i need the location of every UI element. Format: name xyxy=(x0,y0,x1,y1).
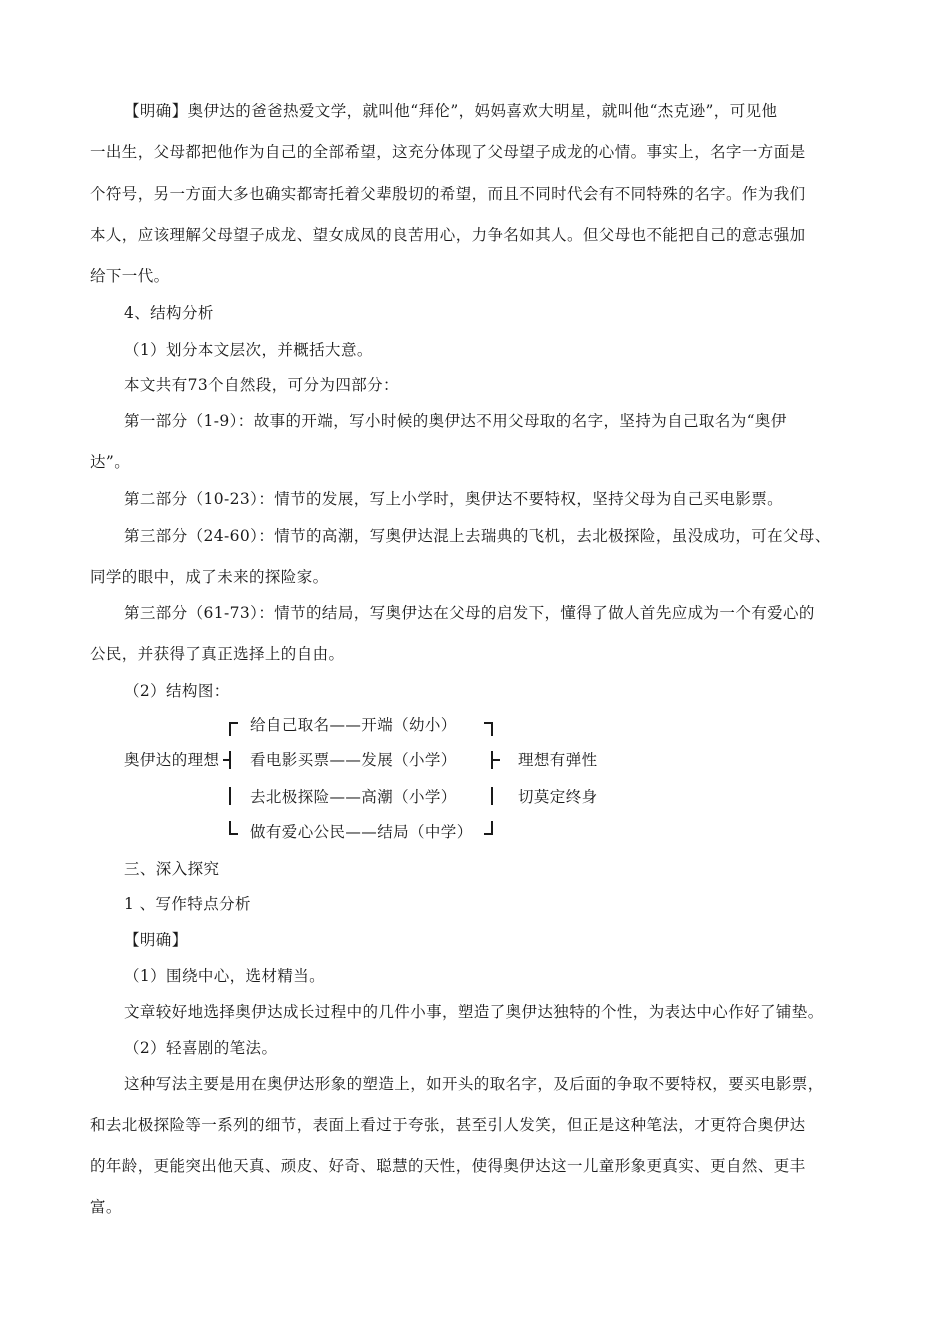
diagram-root: 奥伊达的理想 xyxy=(124,751,220,769)
section4-intro: 本文共有73个自然段，可分为四部分： xyxy=(124,376,399,394)
right-bracket-lower-stem xyxy=(491,787,493,805)
right-bracket-mid-arm xyxy=(491,759,500,761)
paragraph1-line-2: 一出生，父母都把他作为自己的全部希望，这充分体现了父母望子成龙的心情。事实上，名字一方面是 xyxy=(90,143,806,161)
point2-heading: （2）轻喜剧的笔法。 xyxy=(124,1039,278,1057)
diagram-conclusion-2: 切莫定终身 xyxy=(518,788,598,806)
part3-line-1: 第三部分（24-60）：情节的高潮，写奥伊达混上去瑞典的飞机，去北极探险，虽没成功，可在父母、 xyxy=(124,527,831,545)
point2-line-2: 和去北极探险等一系列的细节，表面上看过于夸张，甚至引人发笑，但正是这种笔法，才更符合奥伊达 xyxy=(90,1116,806,1134)
section4-sub2: （2）结构图： xyxy=(124,682,230,700)
paragraph1-line-3: 个符号，另一方面大多也确实都寄托着父辈殷切的希望，而且不同时代会有不同特殊的名字。作为我们 xyxy=(90,185,806,203)
point1-text: 文章较好地选择奥伊达成长过程中的几件小事，塑造了奥伊达独特的个性，为表达中心作好了铺垫。 xyxy=(124,1003,824,1021)
right-bracket-top-stem xyxy=(491,722,493,736)
diagram-item-4: 做有爱心公民——结局（中学） xyxy=(250,823,473,841)
diagram-item-1: 给自己取名——开端（幼小） xyxy=(250,716,457,734)
point1-heading: （1）围绕中心，选材精当。 xyxy=(124,967,326,985)
paragraph1-line-5: 给下一代。 xyxy=(90,267,170,285)
part4-line-1: 第三部分（61-73）：情节的结局，写奥伊达在父母的启发下，懂得了做人首先应成为一个有爱心的 xyxy=(124,604,815,622)
section3-sub1: 1 、写作特点分析 xyxy=(124,895,251,913)
part1-line-1: 第一部分（1-9）：故事的开端，写小时候的奥伊达不用父母取的名字，坚持为自己取名为“奥伊 xyxy=(124,412,787,430)
left-bracket-mid-arm xyxy=(223,759,231,761)
part2-line: 第二部分（10-23）：情节的发展，写上小学时，奥伊达不要特权，坚持父母为自己买电影票。 xyxy=(124,490,784,508)
paragraph1-line-1: 【明确】奥伊达的爸爸热爱文学，就叫他“拜伦”，妈妈喜欢大明星，就叫他“杰克逊”，可见他 xyxy=(124,102,778,120)
section3-mingque: 【明确】 xyxy=(124,931,188,949)
part4-line-2: 公民，并获得了真正选择上的自由。 xyxy=(90,645,345,663)
part3-line-2: 同学的眼中，成了未来的探险家。 xyxy=(90,568,329,586)
diagram-conclusion-1: 理想有弹性 xyxy=(518,751,598,769)
right-bracket-bottom-arm xyxy=(484,833,493,835)
point2-line-4: 富。 xyxy=(90,1198,122,1216)
paragraph1-line-4: 本人，应该理解父母望子成龙、望女成凤的良苦用心，力争名如其人。但父母也不能把自己的意志强加 xyxy=(90,226,806,244)
diagram-item-3: 去北极探险——高潮（小学） xyxy=(250,788,457,806)
section4-sub1: （1）划分本文层次，并概括大意。 xyxy=(124,341,373,359)
section3-heading: 三、深入探究 xyxy=(124,860,220,878)
section4-heading: 4、结构分析 xyxy=(124,304,214,322)
left-bracket-lower-stem xyxy=(229,787,231,805)
point2-line-1: 这种写法主要是用在奥伊达形象的塑造上，如开头的取名字，及后面的争取不要特权，要买电影票， xyxy=(124,1075,824,1093)
left-bracket-top-stem xyxy=(229,722,231,736)
left-bracket-bottom-arm xyxy=(229,833,238,835)
diagram-item-2: 看电影买票——发展（小学） xyxy=(250,751,457,769)
point2-line-3: 的年龄，更能突出他天真、顽皮、好奇、聪慧的天性，使得奥伊达这一儿童形象更真实、更自然、更丰 xyxy=(90,1157,806,1175)
part1-line-2: 达”。 xyxy=(90,453,131,471)
left-bracket-top-arm xyxy=(229,722,238,724)
